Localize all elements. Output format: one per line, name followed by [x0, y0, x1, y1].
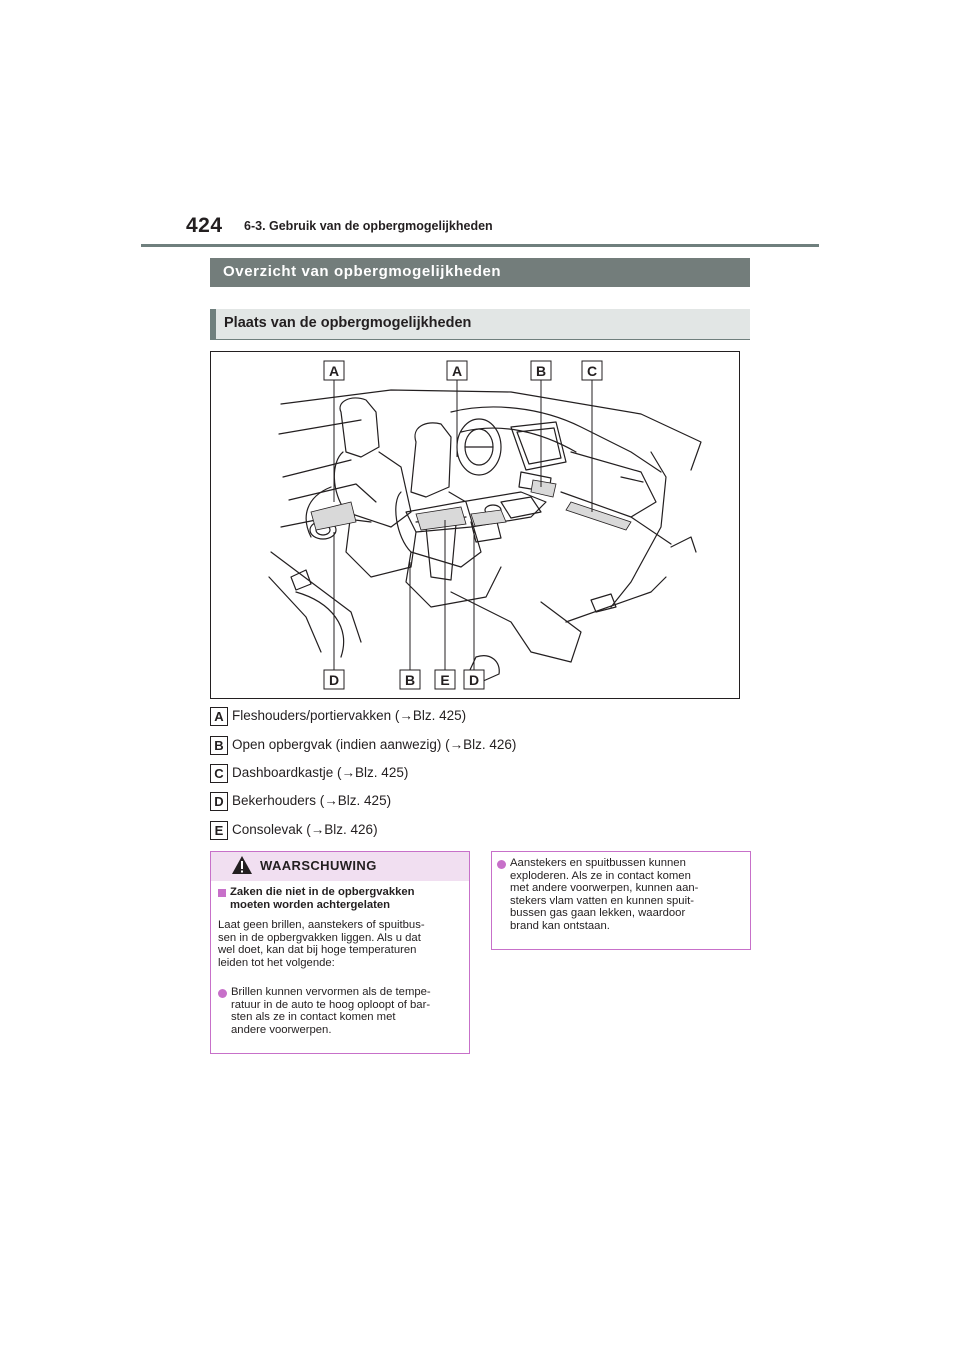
header-rule: [141, 244, 819, 247]
legend-item: [210, 707, 750, 727]
bullet-dot-icon: [218, 989, 227, 998]
legend-item: [210, 764, 750, 784]
callout-label-b-bottom: B: [404, 672, 416, 688]
legend-text: Dashboardkastje (→Blz. 425): [232, 765, 409, 780]
interior-illustration: [210, 351, 740, 699]
legend-key: C: [210, 764, 228, 783]
subsection-title-bar: [210, 309, 750, 340]
warning-continuation-box: [491, 851, 751, 950]
callout-label-a-2: A: [451, 363, 463, 379]
callout-label-d-2: D: [468, 672, 480, 688]
callout-label-a-1: A: [328, 363, 340, 379]
bullet-dot-icon: [497, 860, 506, 869]
subsection-title: Plaats van de opbergmogelijkheden: [224, 315, 472, 331]
legend-text: Open opbergvak (indien aanwezig) (→Blz. 426): [232, 737, 517, 752]
legend-key: D: [210, 792, 228, 811]
warning-body: Laat geen brillen, aanstekers of spuitbus- sen in de opbergvakken liggen. Als u dat wel doet, kan dat bij hoge temperaturen leiden tot het volgende:: [218, 919, 425, 969]
callout-label-b-top: B: [535, 363, 547, 379]
running-header: 6-3. Gebruik van de opbergmogelijkheden: [244, 219, 493, 233]
legend-item: [210, 736, 750, 756]
callout-label-d-1: D: [328, 672, 340, 688]
legend-text: Consolevak (→Blz. 426): [232, 822, 378, 837]
warning-bullet-text: Brillen kunnen vervormen als de tempe- ratuur in de auto te hoog oploopt of bar- sten als ze in contact komen met andere voorwerpen.: [231, 986, 431, 1036]
warning-box: [210, 851, 470, 1054]
legend-text: Bekerhouders (→Blz. 425): [232, 793, 392, 808]
callout-label-c: C: [586, 363, 598, 379]
section-title-bar: [210, 258, 750, 287]
legend-key: E: [210, 821, 228, 840]
warning-heading: Zaken die niet in de opbergvakken moeten worden achtergelaten: [230, 886, 415, 911]
legend-key: B: [210, 736, 228, 755]
legend-key: A: [210, 707, 228, 726]
car-interior-drawing: [211, 352, 739, 698]
section-title: Overzicht van opbergmogelijkheden: [223, 263, 502, 280]
warning-header: [211, 852, 469, 881]
page-number: 424: [186, 214, 223, 237]
warning-triangle-icon: [231, 855, 253, 875]
legend-text: Fleshouders/portiervakken (→Blz. 425): [232, 708, 467, 723]
legend-item: [210, 792, 750, 812]
square-bullet-icon: [218, 889, 226, 897]
callout-label-e: E: [440, 672, 450, 688]
warning-title: WAARSCHUWING: [260, 858, 377, 873]
legend-item: [210, 821, 750, 841]
note-bullet-text: Aanstekers en spuitbussen kunnen exploderen. Als ze in contact komen met andere voorwerpen, kunnen aan- stekers vlam vatten en kunnen spuit- bussen gas gaan lekken, waardoor brand kan ontstaan.: [510, 857, 699, 932]
